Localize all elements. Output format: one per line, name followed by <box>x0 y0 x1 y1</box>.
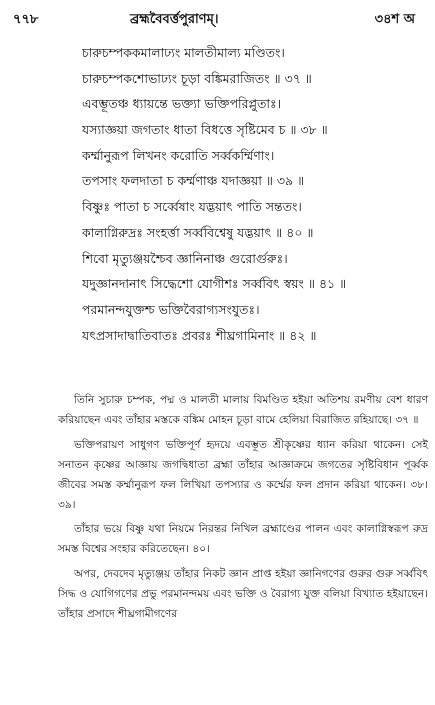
verse-line: কর্ম্মানুরূপ লিখনং করোতি সর্ব্বকর্ম্মিণাং। <box>82 147 275 163</box>
verse-line: চারুচম্পককমালাঢ্যং মালতীমাল্য মণ্ডিতং। <box>82 45 285 60</box>
verse-line: কালাগ্নিরুদ্রঃ সংহর্ত্তা সর্ব্ববিশ্বেষু যদ্ভয়াৎ ॥ ৪০ ॥ <box>82 224 314 240</box>
translation-paragraph: তাঁহার ভয়ে বিষ্ণু যথা নিয়মে নিরন্তর নিখিল ব্রহ্মাণ্ডের পালন এবং কালাগ্নিস্বরূপ রুদ্র সমস্ত বিশ্বের সংহার করিতেছেন। ৪০। <box>58 523 428 556</box>
translation-paragraph: তিনি সুচারু চম্পক, পদ্ম ও মালতী মালায় বিমণ্ডিত হইয়া অতিশয় রমণীয় বেশ ধারণ করিয়াছেন এবং তাঁহার মস্তকে বঙ্কিম মোহন চূড়া বামে হেলিয়া বিরাজিত রহিয়াছে। ৩৭ ॥ <box>58 394 428 426</box>
verse-line: পরমানন্দযুক্তশ্চ ভক্তিবৈরাগ্যসংযুতঃ। <box>82 301 260 317</box>
verse-line: শিবো মৃত্যুঞ্জয়শ্চৈব জ্ঞানিনাঞ্চ গুরোর্গুরুঃ। <box>82 250 288 266</box>
chapter-label: ৩৪শ অ <box>374 12 415 27</box>
verse-line: বিষ্ণুঃ পাতা চ সর্ব্বেষাং যদ্ভয়াৎ পাতি সন্ততং। <box>82 199 302 215</box>
verse-line: যদুজ্ঞানদানাৎ সিদ্ধেশো যোগীশঃ সর্ব্ববিৎ স্বয়ং ॥ ৪১ ॥ <box>82 276 347 292</box>
verse-line: যস্যাজ্ঞয়া জগতাং ধাতা বিধত্তে সৃষ্টিমেব চ ॥ ৩৮ ॥ <box>82 122 328 138</box>
verse-line: তপসাং ফলদাতা চ কর্ম্মণাঞ্চ যদাজ্ঞয়া ॥ ৩৯ ॥ <box>82 173 305 189</box>
page-number: ৭৭৮ <box>13 12 39 27</box>
bengali-translation <box>58 391 428 630</box>
translation-paragraph: অপর, দেবদেব মৃত্যুঞ্জয় তাঁহার নিকট জ্ঞান প্রাপ্ত হইয়া জ্ঞানিগণের গুরুর গুরু সর্ব্ববিৎ সিদ্ধ ও যোগিগণের প্রভু পরমানন্দময় এবং ভক্তি ও বৈরাগ্য যুক্ত বলিয়া বিখ্যাত হইয়াছেন। তাঁহার প্রসাদে শীঘ্রগামীগণের <box>58 568 428 621</box>
verse-line: চারুচম্পকশোভাঢ্যং চূড়া বঙ্কিমরাজিতং ॥ ৩৭ ॥ <box>82 70 312 86</box>
translation-paragraph: ভক্তিপরায়ণ সাধুগণ ভক্তিপূর্ণ হৃদয়ে এবম্ভূত শ্রীকৃষ্ণের ধ্যান করিয়া থাকেন। সেই সনাতন কৃষ্ণের আজ্ঞায় জগদ্বিধাতা ব্রহ্মা তাঁহার আজ্ঞাক্রমে জগতের সৃষ্টিবিধান পূর্ব্বক জীবের সমস্ত কর্ম্মানুরূপ ফল লিখিয়া তপস্যার ও কর্ম্মের ফল প্রদান করিয়া থাকেন। ৩৮। ৩৯। <box>58 438 428 511</box>
sanskrit-verses <box>82 40 427 348</box>
verse-line: এবম্ভূতঞ্চ ধ্যায়ন্তে ভক্ত্যা ভক্তিপরিপ্লুতাঃ। <box>82 96 282 112</box>
page-header <box>0 10 435 30</box>
verse-line: যৎপ্রসাদাদ্বাতিবাতঃ প্রবরঃ শীঘ্রগামিনাং ॥ ৪২ ॥ <box>82 327 317 343</box>
book-title: ব্রহ্মবৈবর্ত্তপুরাণম্‌। <box>130 12 219 27</box>
